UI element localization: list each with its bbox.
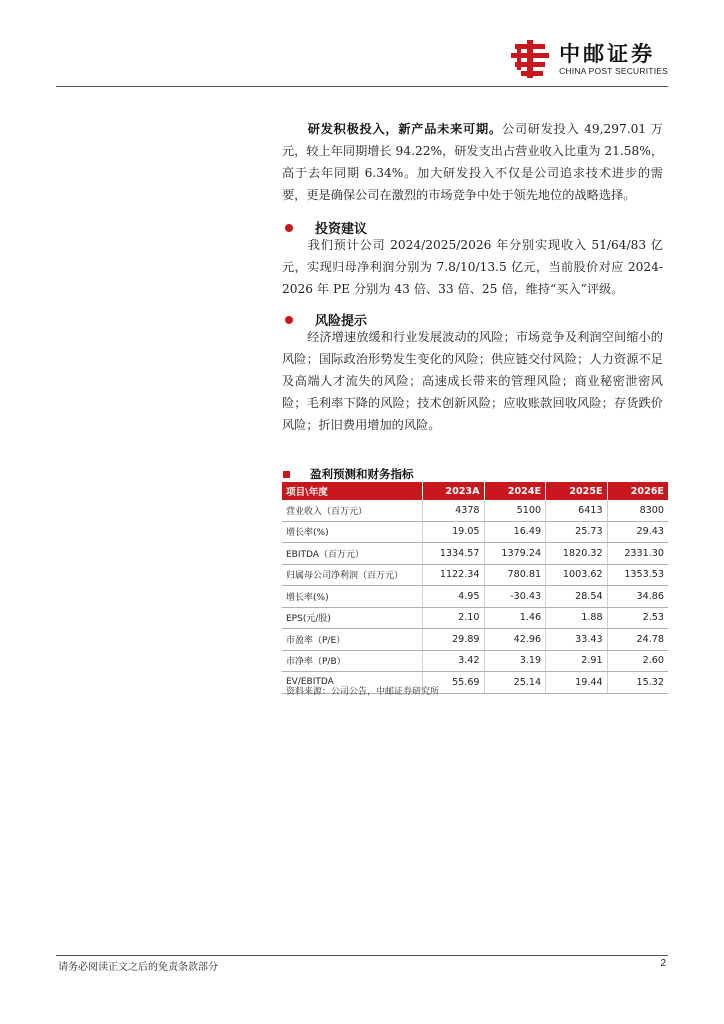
row-label: EV/EBITDA <box>282 672 423 694</box>
table-cell: 16.49 <box>484 521 546 543</box>
table-cell: 2.53 <box>607 607 668 629</box>
table-row <box>282 607 668 629</box>
table-cell: 1.46 <box>484 607 546 629</box>
table-cell: 55.69 <box>423 672 485 694</box>
table-cell: 29.43 <box>607 521 668 543</box>
row-label: 归属母公司净利润（百万元） <box>282 564 423 586</box>
table-cell: 1.88 <box>546 607 608 629</box>
rnd-bold-lead: 研发积极投入，新产品未来可期。 <box>307 122 502 136</box>
table-cell: 3.19 <box>484 650 546 672</box>
investment-heading-text: 投资建议 <box>315 222 368 237</box>
table-row <box>282 650 668 672</box>
brand-logo <box>509 38 668 80</box>
page-number: 2 <box>660 958 666 969</box>
row-label: 增长率(%) <box>282 586 423 608</box>
table-cell: 42.96 <box>484 629 546 651</box>
china-post-logo-icon <box>509 38 551 80</box>
row-label: EPS(元/股) <box>282 607 423 629</box>
table-cell: 4.95 <box>423 586 485 608</box>
table-title-text: 盈利预测和财务指标 <box>310 467 414 481</box>
table-cell: 24.78 <box>607 629 668 651</box>
table-cell: 1379.24 <box>484 543 546 565</box>
header-cell: 2024E <box>484 482 546 500</box>
table-row <box>282 543 668 565</box>
table-cell: 19.44 <box>546 672 608 694</box>
square-bullet-icon <box>283 471 290 478</box>
table-row <box>282 564 668 586</box>
row-label: 营业收入（百万元） <box>282 500 423 521</box>
table-cell: 29.89 <box>423 629 485 651</box>
table-cell: 1820.32 <box>546 543 608 565</box>
disclaimer-note: 请务必阅读正文之后的免责条款部分 <box>58 962 218 973</box>
table-cell: 5100 <box>484 500 546 521</box>
header-divider <box>56 86 668 87</box>
table-cell: 3.42 <box>423 650 485 672</box>
table-cell: 780.81 <box>484 564 546 586</box>
investment-text: 我们预计公司 2024/2025/2026 年分别实现收入 51/64/83 亿元，实现归母净利润分别为 7.8/10/13.5 亿元，当前股价对应 2024-2026 年 PE 分别为 43 倍、33 倍、25 倍，维持“买入”评级。 <box>282 238 663 296</box>
row-label: 市净率（P/B） <box>282 650 423 672</box>
table-cell: 2.10 <box>423 607 485 629</box>
header-cell: 2023A <box>423 482 485 500</box>
table-cell: 19.05 <box>423 521 485 543</box>
row-label: EBITDA（百万元） <box>282 543 423 565</box>
risk-paragraph <box>282 326 663 436</box>
financial-forecast-table <box>282 482 668 694</box>
table-cell: 2.60 <box>607 650 668 672</box>
table-cell: 1122.34 <box>423 564 485 586</box>
header-cell: 项目\年度 <box>282 482 423 500</box>
table-source-note: 资料来源：公司公告，中邮证券研究所 <box>286 687 440 697</box>
risk-heading-text: 风险提示 <box>315 314 368 329</box>
table-cell: 2331.30 <box>607 543 668 565</box>
table-cell: 1334.57 <box>423 543 485 565</box>
table-cell: 4378 <box>423 500 485 521</box>
table-cell: 33.43 <box>546 629 608 651</box>
header-cell: 2026E <box>607 482 668 500</box>
table-cell: 34.86 <box>607 586 668 608</box>
logo-english-text: CHINA POST SECURITIES <box>559 65 668 76</box>
header-cell: 2025E <box>546 482 608 500</box>
table-row <box>282 586 668 608</box>
table-row <box>282 521 668 543</box>
table-cell: 25.14 <box>484 672 546 694</box>
table-cell: 25.73 <box>546 521 608 543</box>
row-label: 增长率(%) <box>282 521 423 543</box>
rnd-text: 公司研发投入 49,297.01 万元，较上年同期增长 94.22%，研发支出占营业收入比重为 21.58%，高于去年同期 6.34%。加大研发投入不仅是公司追求技术进步的需要，更是确保公司在激烈的市场竞争中处于领先地位的战略选择。 <box>282 122 664 202</box>
risk-text: 经济增速放缓和行业发展波动的风险；市场竞争及利润空间缩小的风险；国际政治形势发生变化的风险；供应链交付风险；人力资源不足及高端人才流失的风险；高速成长带来的管理风险；商业秘密泄密风险；毛利率下降的风险；技术创新风险；应收账款回收风险；存货跌价风险；折旧费用增加的风险。 <box>282 330 663 432</box>
table-cell: 28.54 <box>546 586 608 608</box>
bullet-dot-icon <box>285 224 293 232</box>
logo-chinese-text: 中邮证券 <box>559 41 656 66</box>
table-cell: 6413 <box>546 500 608 521</box>
footer-divider <box>56 955 668 956</box>
table-row <box>282 629 668 651</box>
table-cell: -30.43 <box>484 586 546 608</box>
page-header <box>0 0 724 90</box>
investment-paragraph <box>282 234 663 300</box>
table-cell: 15.32 <box>607 672 668 694</box>
rnd-paragraph <box>282 118 663 206</box>
row-label: 市盈率（P/E） <box>282 629 423 651</box>
table-cell: 8300 <box>607 500 668 521</box>
table-cell: 2.91 <box>546 650 608 672</box>
table-row <box>282 500 668 521</box>
table-cell: 1003.62 <box>546 564 608 586</box>
table-header-row <box>282 482 668 500</box>
table-title <box>283 466 414 482</box>
bullet-dot-icon <box>285 316 293 324</box>
table-cell: 1353.53 <box>607 564 668 586</box>
